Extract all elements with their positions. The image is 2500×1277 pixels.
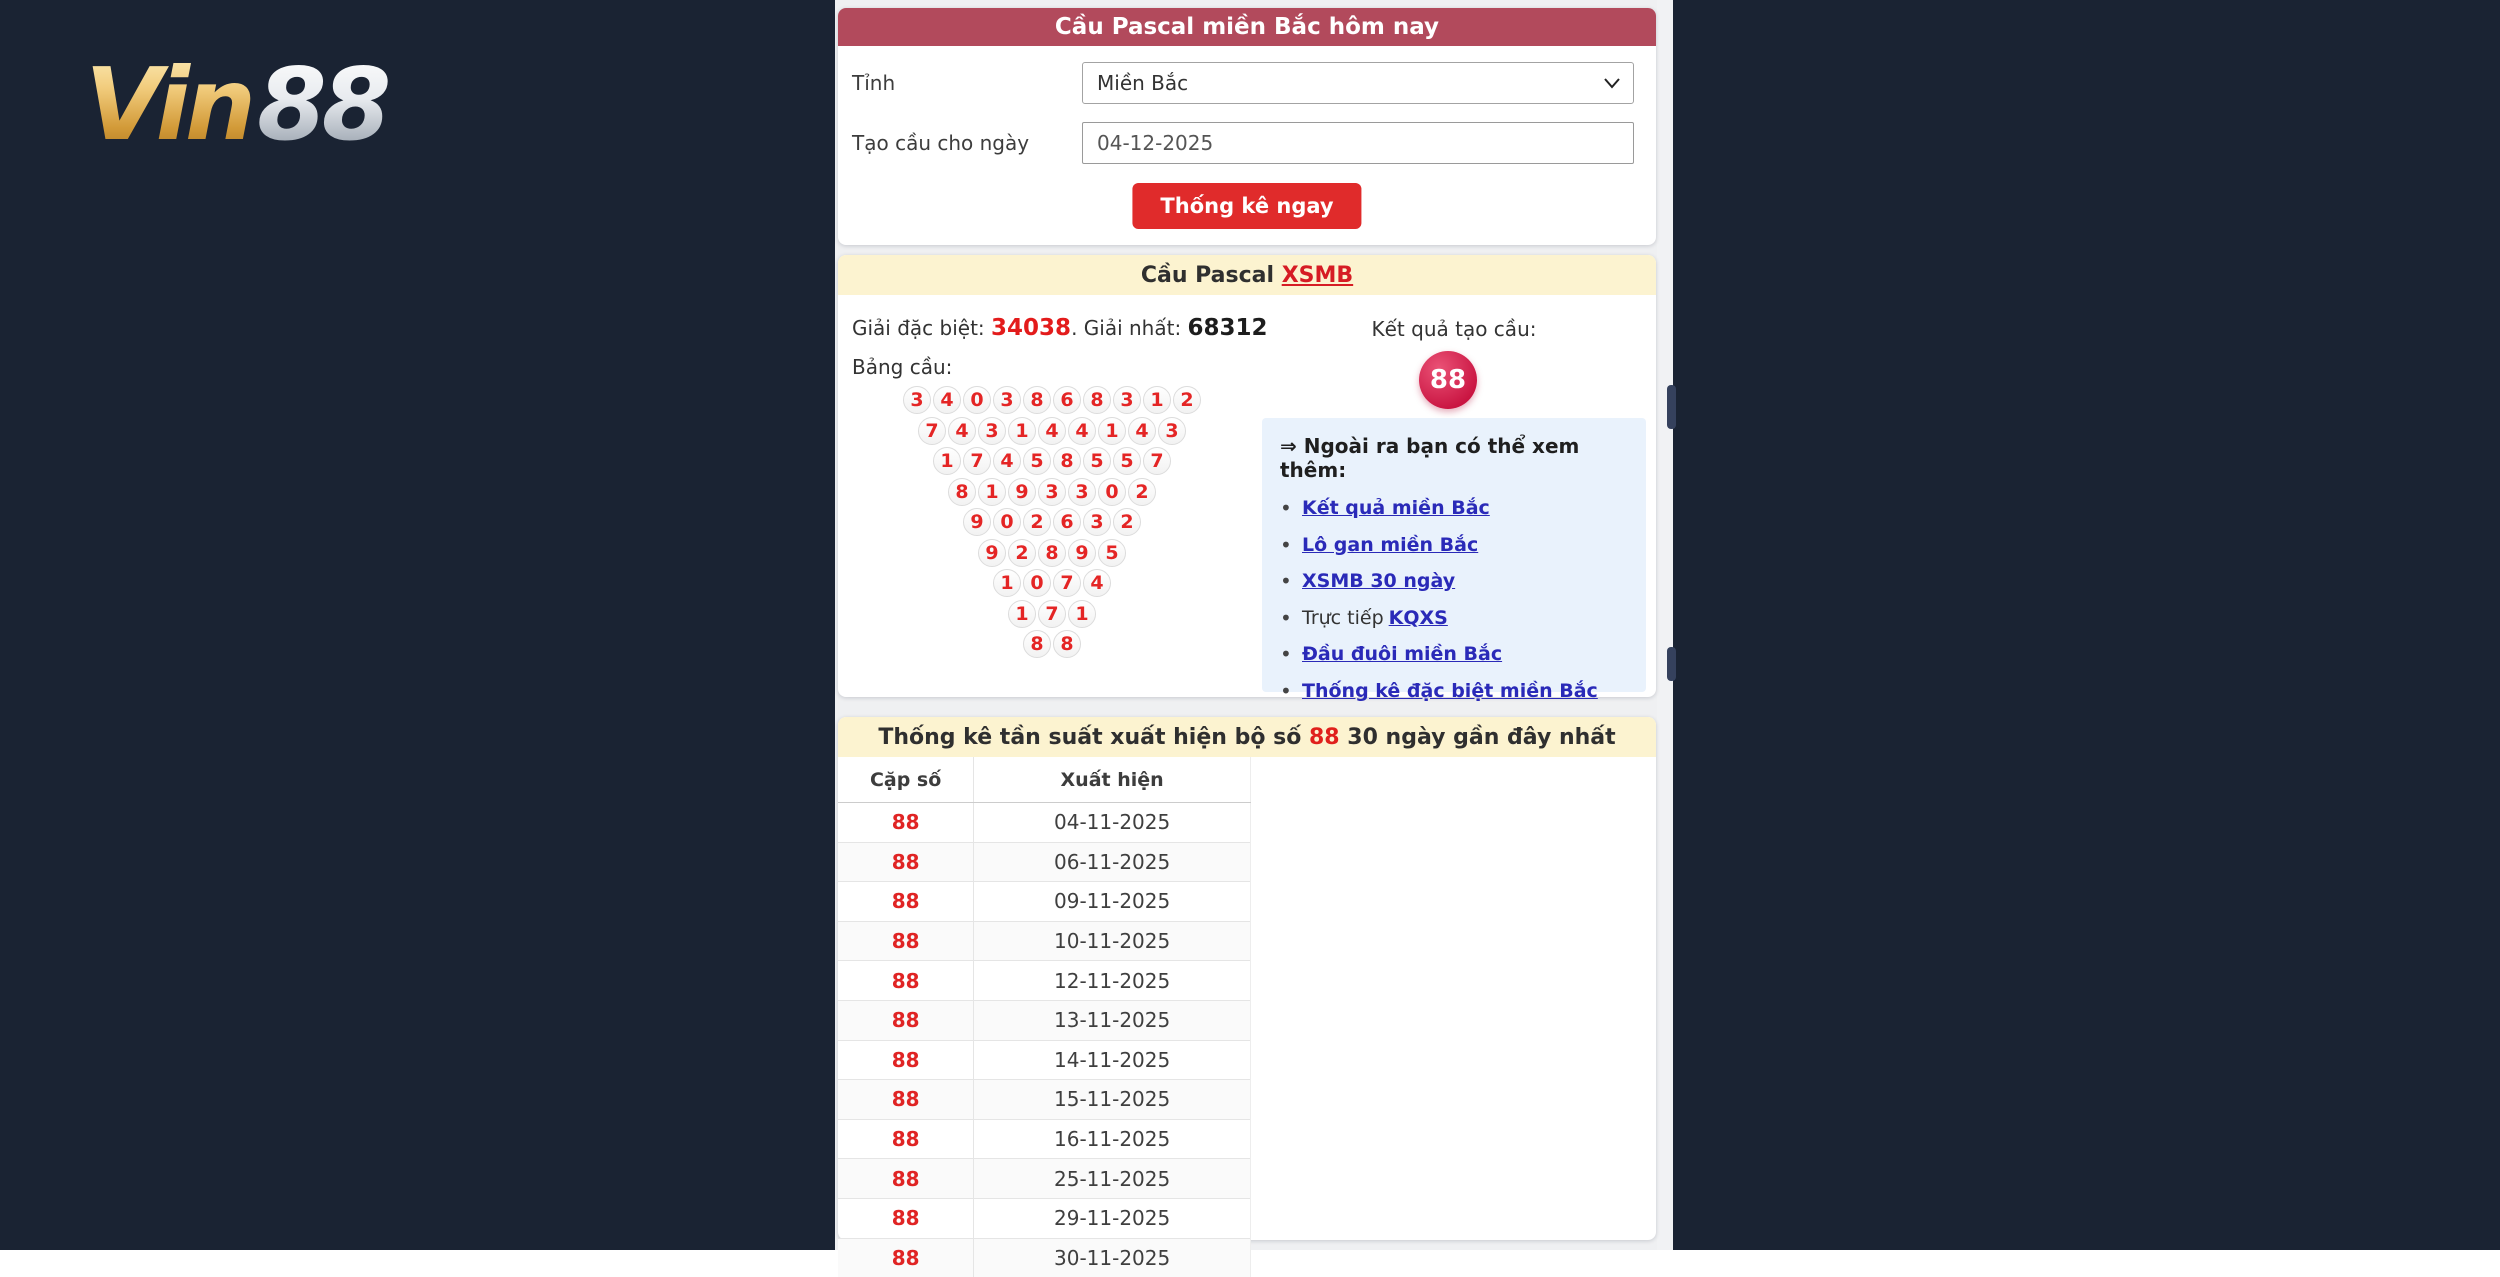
table-row xyxy=(838,842,1251,882)
triangle-number: 3 xyxy=(1038,478,1066,506)
triangle-number: 8 xyxy=(1023,386,1051,414)
triangle-number: 7 xyxy=(1053,569,1081,597)
pascal-result-card xyxy=(838,255,1656,703)
date-cell: 30-11-2025 xyxy=(974,1238,1251,1277)
see-more-item xyxy=(1280,569,1628,593)
pair-cell: 88 xyxy=(838,1040,974,1080)
triangle-number: 9 xyxy=(978,539,1006,567)
bullet-icon: • xyxy=(1280,532,1292,557)
see-more-heading: ⇒ Ngoài ra bạn có thể xem thêm: xyxy=(1280,434,1580,482)
triangle-number: 5 xyxy=(1023,447,1051,475)
see-more-item xyxy=(1280,679,1628,703)
triangle-number: 4 xyxy=(1038,417,1066,445)
triangle-number: 1 xyxy=(1143,386,1171,414)
table-row xyxy=(838,1238,1251,1277)
triangle-number: 3 xyxy=(1158,417,1186,445)
bullet-icon: • xyxy=(1280,605,1292,630)
prize-special-value: 34038 xyxy=(991,315,1072,341)
table-row xyxy=(838,1198,1251,1238)
triangle-number: 3 xyxy=(1083,508,1111,536)
form-card-title: Cầu Pascal miền Bắc hôm nay xyxy=(838,8,1656,46)
triangle-row xyxy=(903,386,1201,414)
triangle-number: 3 xyxy=(903,386,931,414)
pair-cell: 88 xyxy=(838,803,974,843)
see-more-link[interactable]: Thống kê đặc biệt miền Bắc xyxy=(1302,679,1598,702)
date-cell: 04-11-2025 xyxy=(974,803,1251,843)
triangle-row xyxy=(948,478,1156,506)
triangle-number: 3 xyxy=(1068,478,1096,506)
triangle-number: 4 xyxy=(948,417,976,445)
triangle-row xyxy=(918,417,1186,445)
see-more-item-prefix: Trực tiếp xyxy=(1302,606,1384,629)
table-row xyxy=(838,803,1251,843)
bullet-icon: • xyxy=(1280,678,1292,703)
pascal-form-card xyxy=(838,8,1656,245)
triangle-row xyxy=(1008,600,1096,628)
frequency-card-title xyxy=(838,717,1656,757)
date-input[interactable] xyxy=(1082,122,1634,164)
bullet-icon: • xyxy=(1280,642,1292,666)
triangle-row xyxy=(978,539,1126,567)
triangle-number: 9 xyxy=(1008,478,1036,506)
prize-special-label: Giải đặc biệt: xyxy=(852,316,992,340)
date-cell: 16-11-2025 xyxy=(974,1119,1251,1159)
see-more-box xyxy=(1262,418,1646,703)
triangle-number: 4 xyxy=(1128,417,1156,445)
table-row xyxy=(838,1040,1251,1080)
date-cell: 06-11-2025 xyxy=(974,842,1251,882)
triangle-number: 9 xyxy=(1068,539,1096,567)
triangle-row xyxy=(963,508,1141,536)
see-more-link[interactable]: Kết quả miền Bắc xyxy=(1302,497,1490,519)
triangle-number: 8 xyxy=(1023,630,1051,658)
table-row xyxy=(838,1159,1251,1199)
see-more-link[interactable]: Đầu đuôi miền Bắc xyxy=(1302,643,1503,665)
table-row xyxy=(838,882,1251,922)
table-row xyxy=(838,961,1251,1001)
triangle-number: 1 xyxy=(1008,417,1036,445)
bullet-icon: • xyxy=(1280,569,1292,593)
triangle-number: 7 xyxy=(963,447,991,475)
column-header-date: Xuất hiện xyxy=(974,757,1251,803)
triangle-number: 7 xyxy=(918,417,946,445)
frequency-title-number: 88 xyxy=(1308,724,1340,750)
triangle-number: 0 xyxy=(993,508,1021,536)
triangle-number: 6 xyxy=(1053,386,1081,414)
triangle-number: 5 xyxy=(1113,447,1141,475)
see-more-item xyxy=(1280,606,1628,630)
triangle-number: 4 xyxy=(1083,569,1111,597)
vin88-logo xyxy=(85,46,396,163)
frequency-card xyxy=(838,717,1656,1270)
triangle-number: 2 xyxy=(1173,386,1201,414)
frequency-title-pre: Thống kê tần suất xuất hiện bộ số xyxy=(878,724,1309,750)
date-cell: 13-11-2025 xyxy=(974,1000,1251,1040)
triangle-number: 8 xyxy=(1083,386,1111,414)
bridge-result-badge: 88 xyxy=(1419,351,1477,409)
see-more-link[interactable]: KQXS xyxy=(1388,606,1448,629)
triangle-number: 3 xyxy=(993,386,1021,414)
triangle-number: 0 xyxy=(963,386,991,414)
scrollbar-thumb[interactable] xyxy=(1667,385,1676,429)
logo-text-88: 88 xyxy=(257,46,396,163)
table-row xyxy=(838,921,1251,961)
date-label: Tạo cầu cho ngày xyxy=(852,131,1030,155)
scrollbar-thumb[interactable] xyxy=(1667,647,1676,681)
prize-line xyxy=(852,315,1268,341)
triangle-number: 0 xyxy=(1023,569,1051,597)
see-more-item xyxy=(1280,642,1628,666)
triangle-number: 5 xyxy=(1083,447,1111,475)
triangle-number: 0 xyxy=(1098,478,1126,506)
bullet-icon: • xyxy=(1280,496,1292,520)
frequency-table xyxy=(838,757,1251,1277)
triangle-number: 8 xyxy=(1053,447,1081,475)
column-header-pair: Cặp số xyxy=(838,757,974,803)
triangle-row xyxy=(993,569,1111,597)
triangle-number: 8 xyxy=(1053,630,1081,658)
triangle-number: 2 xyxy=(1113,508,1141,536)
pair-cell: 88 xyxy=(838,1080,974,1120)
triangle-row xyxy=(933,447,1171,475)
province-select[interactable] xyxy=(1082,62,1634,104)
pair-cell: 88 xyxy=(838,882,974,922)
triangle-number: 3 xyxy=(1113,386,1141,414)
date-cell: 09-11-2025 xyxy=(974,882,1251,922)
triangle-number: 8 xyxy=(1038,539,1066,567)
triangle-number: 2 xyxy=(1008,539,1036,567)
triangle-row xyxy=(1023,630,1081,658)
triangle-number: 7 xyxy=(1038,600,1066,628)
triangle-number: 7 xyxy=(1143,447,1171,475)
triangle-number: 1 xyxy=(1068,600,1096,628)
see-more-item xyxy=(1280,496,1628,520)
triangle-number: 3 xyxy=(978,417,1006,445)
triangle-number: 8 xyxy=(948,478,976,506)
table-row xyxy=(838,1000,1251,1040)
date-cell: 10-11-2025 xyxy=(974,921,1251,961)
date-cell: 25-11-2025 xyxy=(974,1159,1251,1199)
table-row xyxy=(838,1080,1251,1120)
frequency-title-post: 30 ngày gần đây nhất xyxy=(1339,724,1616,750)
bridge-result-label: Kết quả tạo cầu: xyxy=(1371,317,1537,341)
date-cell: 12-11-2025 xyxy=(974,961,1251,1001)
result-card-title xyxy=(838,255,1656,295)
see-more-link[interactable]: Lô gan miền Bắc xyxy=(1302,533,1479,556)
triangle-number: 5 xyxy=(1098,539,1126,567)
province-label: Tỉnh xyxy=(852,71,896,95)
pair-cell: 88 xyxy=(838,1198,974,1238)
pair-cell: 88 xyxy=(838,1119,974,1159)
pair-cell: 88 xyxy=(838,1000,974,1040)
triangle-number: 4 xyxy=(933,386,961,414)
pair-cell: 88 xyxy=(838,1159,974,1199)
pair-cell: 88 xyxy=(838,842,974,882)
triangle-number: 4 xyxy=(993,447,1021,475)
pair-cell: 88 xyxy=(838,1238,974,1277)
triangle-number: 2 xyxy=(1023,508,1051,536)
date-cell: 14-11-2025 xyxy=(974,1040,1251,1080)
date-cell: 29-11-2025 xyxy=(974,1198,1251,1238)
tool-viewport xyxy=(835,0,1673,1270)
logo-text-vin: Vin xyxy=(85,46,257,163)
triangle-number: 9 xyxy=(963,508,991,536)
triangle-number: 1 xyxy=(1008,600,1036,628)
triangle-number: 4 xyxy=(1068,417,1096,445)
scrollbar-track[interactable] xyxy=(1657,0,1673,1250)
prize-first-label: . Giải nhất: xyxy=(1071,316,1188,340)
see-more-item xyxy=(1280,533,1628,557)
see-more-link[interactable]: XSMB 30 ngày xyxy=(1302,570,1456,592)
see-more-list xyxy=(1280,496,1628,703)
date-cell: 15-11-2025 xyxy=(974,1080,1251,1120)
prize-first-value: 68312 xyxy=(1187,315,1268,341)
result-title-text: Cầu Pascal xyxy=(1140,262,1282,288)
triangle-number: 1 xyxy=(993,569,1021,597)
pair-cell: 88 xyxy=(838,921,974,961)
statistics-button[interactable]: Thống kê ngay xyxy=(1132,183,1361,229)
pair-cell: 88 xyxy=(838,961,974,1001)
triangle-number: 1 xyxy=(933,447,961,475)
table-row xyxy=(838,1119,1251,1159)
triangle-number: 6 xyxy=(1053,508,1081,536)
xsmb-link[interactable]: XSMB xyxy=(1281,262,1354,288)
triangle-number: 1 xyxy=(1098,417,1126,445)
pascal-triangle xyxy=(852,386,1252,658)
bridge-table-label: Bảng cầu: xyxy=(852,355,953,379)
triangle-number: 1 xyxy=(978,478,1006,506)
triangle-number: 2 xyxy=(1128,478,1156,506)
